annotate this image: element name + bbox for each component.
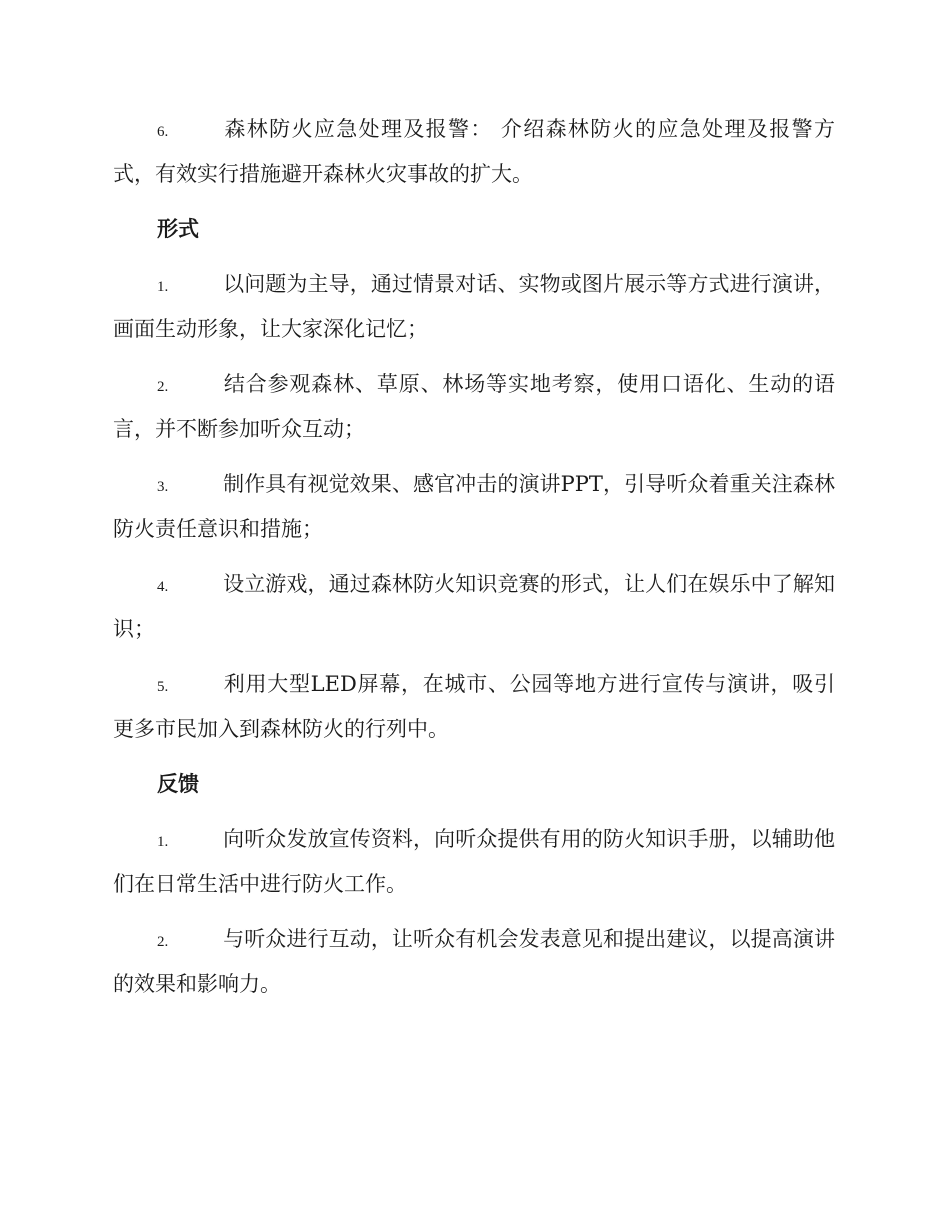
list-item [113, 463, 835, 550]
section-heading-feedback: 反馈 [157, 771, 199, 796]
list-item [113, 818, 835, 905]
list-item-number: 3. [157, 479, 169, 495]
list-item [113, 363, 835, 450]
list-item-text: 结合参观森林、草原、林场等实地考察，使用口语化、生动的语言，并不断参加听众互动； [113, 372, 835, 441]
list-item-text: 以问题为主导，通过情景对话、实物或图片展示等方式进行演讲，画面生动形象，让大家深化记忆； [113, 272, 835, 341]
list-item-number: 6. [157, 124, 169, 140]
document-page [113, 108, 835, 1018]
list-item [113, 918, 835, 1005]
list-item-text: 向听众发放宣传资料，向听众提供有用的防火知识手册，以辅助他们在日常生活中进行防火工作。 [113, 827, 835, 896]
list-item-number: 1. [157, 279, 169, 295]
list-item-number: 2. [157, 379, 169, 395]
list-item [113, 563, 835, 650]
list-item-number: 2. [157, 934, 169, 950]
list-item-text: 与听众进行互动，让听众有机会发表意见和提出建议，以提高演讲的效果和影响力。 [113, 927, 835, 996]
list-item-number: 5. [157, 679, 169, 695]
list-item [113, 108, 835, 195]
list-item [113, 663, 835, 750]
list-item-text: 设立游戏，通过森林防火知识竞赛的形式，让人们在娱乐中了解知识； [113, 572, 835, 641]
list-item-number: 1. [157, 834, 169, 850]
list-item-text: 森林防火应急处理及报警： 介绍森林防火的应急处理及报警方式，有效实行措施避开森林火灾事故的扩大。 [113, 117, 835, 186]
list-item-number: 4. [157, 579, 169, 595]
list-item-text: 制作具有视觉效果、感官冲击的演讲PPT，引导听众着重关注森林防火责任意识和措施； [113, 472, 835, 541]
section-heading-form: 形式 [157, 216, 199, 241]
list-item-text: 利用大型LED屏幕，在城市、公园等地方进行宣传与演讲，吸引更多市民加入到森林防火的行列中。 [113, 672, 835, 741]
list-item [113, 263, 835, 350]
